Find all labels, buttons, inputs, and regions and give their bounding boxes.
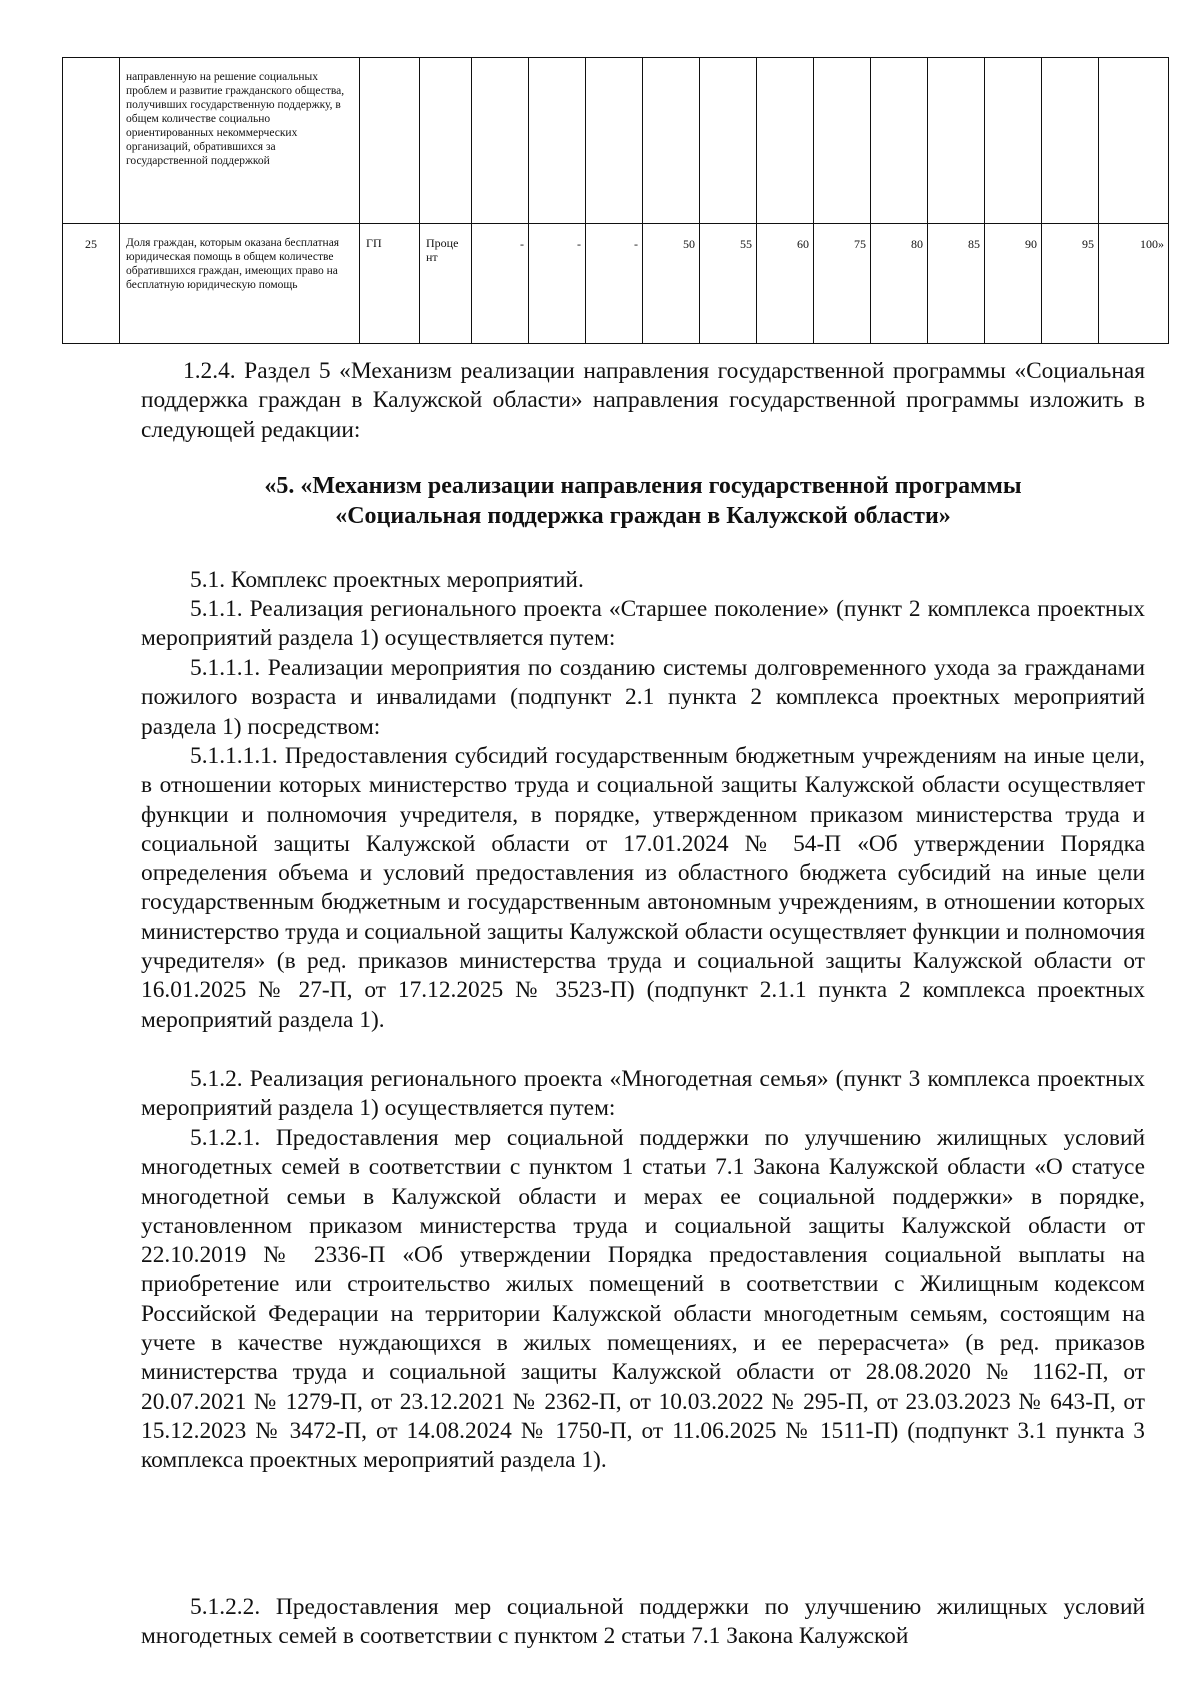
table-row xyxy=(63,58,1169,224)
table-row xyxy=(63,224,1169,344)
table-cell-value xyxy=(472,58,529,224)
table-cell-value xyxy=(1099,58,1169,224)
table-cell-value: 75 xyxy=(814,224,871,344)
table-cell-value: 60 xyxy=(757,224,814,344)
section-heading xyxy=(141,472,1145,531)
table-cell-value: 100» xyxy=(1099,224,1169,344)
table-cell-unit: Проце нт xyxy=(420,224,472,344)
table-cell-unit xyxy=(420,58,472,224)
table-cell-value xyxy=(529,58,586,224)
paragraph-5-1-1-1-1: 5.1.1.1.1. Предоставления субсидий государственным бюджетным учреждениям на иные цели, в отношении которых министерство труда и социальной защиты Калужской области осуществляет функции и полномочия учредителя, в порядке, утвержденном приказом министерства труда и социальной защиты Калужской области от 17.01.2024 № 54-П «Об утверждении Порядка определения объема и условий предоставления из областного бюджета субсидий на иные цели государственным бюджетным и государственным автономным учреждениям, в отношении которых министерство труда и социальной защиты Калужской области осуществляет функции и полномочия учредителя» (в ред. приказов министерства труда и социальной защиты Калужской области от 16.01.2025 № 27-П, от 17.12.2025 № 3523-П) (подпункт 2.1.1 пункта 2 комплекса проектных мероприятий раздела 1). xyxy=(141,743,1145,1033)
table-cell-level xyxy=(360,58,420,224)
paragraph-5-1-2-1: 5.1.2.1. Предоставления мер социальной поддержки по улучшению жилищных условий многодетных семей в соответствии с пунктом 1 статьи 7.1 Закона Калужской области «О статусе многодетной семьи в Калужской области и мерах ее социальной поддержки» в порядке, установленном приказом министерства труда и социальной защиты Калужской области от 22.10.2019 № 2336-П «Об утверждении Порядка предоставления социальной выплаты на приобретение или строительство жилых помещений в соответствии с Жилищным кодексом Российской Федерации на территории Калужской области многодетным семьям, состоящим на учете в качестве нуждающихся в жилых помещениях, и ее перерасчета» (в ред. приказов министерства труда и социальной защиты Калужской области от 28.08.2020 № 1162-П, от 20.07.2021 № 1279-П, от 23.12.2021 № 2362-П, от 10.03.2022 № 295-П, от 23.03.2023 № 643-П, от 15.12.2023 № 3472-П, от 14.08.2024 № 1750-П, от 11.06.2025 № 1511-П) (подпункт 3.1 пункта 3 комплекса проектных мероприятий раздела 1). xyxy=(141,1125,1145,1474)
paragraph-1-2-4: 1.2.4. Раздел 5 «Механизм реализации направления государственной программы «Социальная поддержка граждан в Калужской области» направления государственной программы изложить в следующей редакции: xyxy=(141,358,1145,443)
table-cell-number: 25 xyxy=(63,224,120,344)
paragraph-5-1-1: 5.1.1. Реализация регионального проекта «Старшее поколение» (пункт 2 комплекса проектных мероприятий раздела 1) осуществляется путем: xyxy=(141,596,1145,652)
table-cell-value: 50 xyxy=(643,224,700,344)
section-heading-line-2: «Социальная поддержка граждан в Калужской области» xyxy=(335,502,951,529)
table-cell-level: ГП xyxy=(360,224,420,344)
paragraph-5-1-1-1: 5.1.1.1. Реализации мероприятия по созданию системы долговременного ухода за гражданами пожилого возраста и инвалидами (подпункт 2.1 пункта 2 комплекса проектных мероприятий раздела 1) посредством: xyxy=(141,655,1145,740)
table-cell-value: - xyxy=(472,224,529,344)
table-cell-number xyxy=(63,58,120,224)
paragraph-5-1-2-2: 5.1.2.2. Предоставления мер социальной поддержки по улучшению жилищных условий многодетных семей в соответствии с пунктом 2 статьи 7.1 Закона Калужской xyxy=(141,1594,1145,1650)
paragraph-5-1: 5.1. Комплекс проектных мероприятий. xyxy=(190,567,584,593)
table-cell-value: 90 xyxy=(985,224,1042,344)
table-cell-indicator-name: Доля граждан, которым оказана бесплатная юридическая помощь в общем количестве обратившихся граждан, имеющих право на бесплатную юридическую помощь xyxy=(120,224,360,344)
paragraph-5-1-2: 5.1.2. Реализация регионального проекта «Многодетная семья» (пункт 3 комплекса проектных мероприятий раздела 1) осуществляется путем: xyxy=(141,1066,1145,1122)
table-cell-value xyxy=(757,58,814,224)
table-cell-value: 55 xyxy=(700,224,757,344)
table-cell-value: 95 xyxy=(1042,224,1099,344)
table-cell-value: 80 xyxy=(871,224,928,344)
table-cell-value xyxy=(1042,58,1099,224)
table-cell-value: 85 xyxy=(928,224,985,344)
section-heading-line-1: «5. «Механизм реализации направления государственной программы xyxy=(264,473,1022,499)
indicators-table xyxy=(62,57,1169,344)
table-cell-value xyxy=(643,58,700,224)
table-cell-value xyxy=(871,58,928,224)
table-cell-value: - xyxy=(529,224,586,344)
table-cell-indicator-name: направленную на решение социальных проблем и развитие гражданского общества, получивших государственную поддержку, в общем количестве социально ориентированных некоммерческих организаций, обратившихся за государственной поддержкой xyxy=(120,58,360,224)
table-cell-value xyxy=(586,58,643,224)
table-cell-value xyxy=(814,58,871,224)
table-cell-value: - xyxy=(586,224,643,344)
table-cell-value xyxy=(985,58,1042,224)
table-cell-value xyxy=(700,58,757,224)
table-cell-value xyxy=(928,58,985,224)
